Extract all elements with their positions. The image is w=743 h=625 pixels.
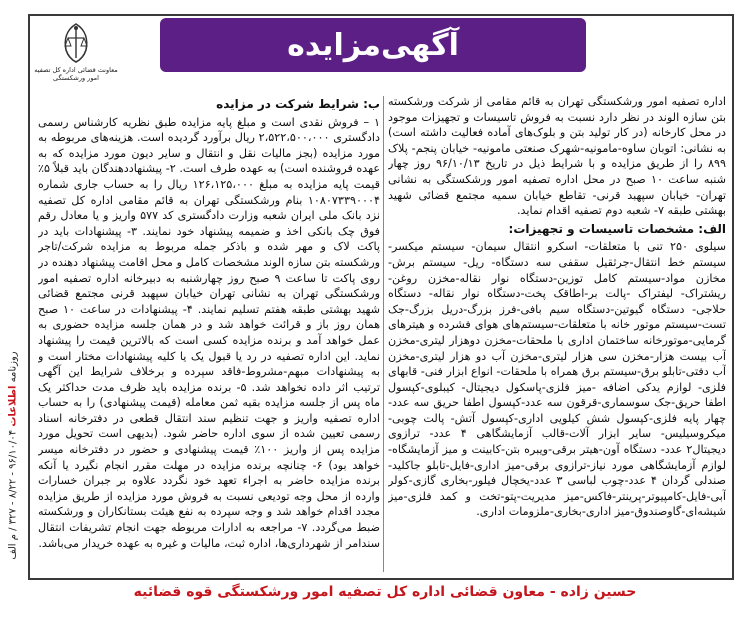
section-a-body: سیلوی ۲۵۰ تنی با متعلقات- اسکرو انتقال سیمان- سیستم میکسر-سیستم خط انتقال-جرثقیل سقفی سه دستگاه- ریل- سیستم برش-مخازن مواد-سیستم کامل توزین-دستگاه نوار نقاله-مخزن روغن-ریشتراک- لیفتراک -پالت بر-اطاقک پخت-دستگاه نوار نقاله- دستگاه حلاجی- دستگاه گیوتین-دستگاه سیم بافی-فرز بزرگ-دریل بزرگ-جک تست-سیستم موتور خانه با متعلقات-سیستم‌های هوای فشرده و هیترهای گرمایی-موتورخانه ساختمان اداری با ملحقات-مخزن دوهزار لیتری-مخزن آب بیست هزار-مخزن سی هزار لیتری-مخزن آب دو هزار لیتری-مخزن آب دفتی-تابلو برق-سیستم برق همراه با ملحقات- انواع ابزار فنی- قابهای فلزی- لوازم یدکی اضافه -میز فلزی-پاسکول دیجیتال- کیبلوی-کپسول اطفا حریق-جک سوسماری-قرقون سه عدد-کپسول اطفا حریق سه عدد- چهار پایه فلزی-کپسول شش کیلویی اداری-کپسول آتش- پالت چوبی-میکروسیلیس- سایر ابزار آلات-قالب آزمایشگاهی ۴ عدد- ترازوی دیجیتال۲ عدد- دستگاه آون-هیتر برقی-ویبره بتن-کابینت و میز آزمایشگاه-لوازم آزمایشگاهی مورد نیاز-ترازوی برقی-میز اداری-فایل-تابلو جاکلید-صندلی گردان ۴ عدد-چوب لباسی ۳ عدد-یخچال فیلور-بخاری گازی-کولر آبی-فایل-کامپیوتر-پرینتر-فاکس-میز مدیریت-پتو-تخت و کمد فلزی-میز شیشه‌ای-گاوصندوق-میز اداری-بخاری-ملزومات اداری. (388, 240, 726, 519)
section-b-body: ۱ – فروش نقدی است و مبلغ پایه مزایده طبق نظریه کارشناس رسمی دادگستری ۲،۵۲۲،۵۰۰،۰۰۰ ریال برآورد گردیده است. هزینه‌های مربوطه به مورد مزایده (بجز مالیات نقل و انتقال و سایر دیون مورد مزایده که به عهده فروشنده است) به عهده طرف است. ۲- پیشنهاددهندگان باید قبلاً ۵٪ قیمت پایه مزایده به مبلغ ۱۲۶،۱۲۵،۰۰۰ ریال را به حساب جاری شماره ۱۰۸۰۷۳۳۹۰۰۰۴ بنام ورشکستگی تهران به قائم مقامی اداره کل تصفیه نزد بانک ملی ایران شعبه وزارت دادگستری کد ۵۷۷ واریز و یا معادل رقم فوق چک بانکی اخذ و ضمیمه پیشنهاد خود نمایند. ۳- پیشنهادات باید در پاکت لاک و مهر شده و باذکر جمله مربوط به مزایده شرکت/تاجر ورشکسته بتن سازه الوند مشخصات کامل و محل اقامت پیشنهاد دهنده در روی پاکت تا ساعت ۹ صبح روز چهارشنبه به دبیرخانه اداره تصفیه امور ورشکستگی تهران به نشانی تهران خیابان سپهبد قرنی مجتمع قضائی شهید بهشتی طبقه هفتم تسلیم نمایند. ۴- پیشنهادات در ساعت ۱۰ صبح همان روز باز و قرائت خواهد شد و در همان جلسه مزایده حضوری به عمل خواهد آمد و برنده مزایده کسی است که بالاترین قیمت را پیشنهاد نماید. این اداره تصفیه در رد یا قبول یک یا کلیه پیشنهادات مختار است و به پیشنهادات مبهم-مشروط-فاقد سپرده و برخلاف شرایط این آگهی ترتیب اثر داده نخواهد شد. ۵- برنده مزایده باید ظرف مدت حداکثر یک ماه پس از جلسه مزایده بقیه ثمن معامله (قیمت پیشنهادی) را به حساب اداره تصفیه واریز و جهت تنظیم سند انتقال قطعی در دفترخانه اسناد رسمی تعیین شده از سوی اداره حاضر شود. (بدیهی است تحویل مورد مزایده پس از واریز ۱۰۰٪ قیمت پیشنهادی و حضور در دفترخانه میسر خواهد بود) ۶- چنانچه برنده مزایده در مهلت مقرر انجام نگیرد یا آنکه برنده مزایده حاضر به اجراء تعهد خود نگردد علاوه بر جبران خسارات وارده از محل وجه تودیعی نسبت به فروش مورد مزایده از طریق مزایده مجدد اقدام خواهد شد و وجه سپرده به نفع هیئت بستانکاران و ورشکسته ضبط می‌گردد. ۷- مراجعه به ادارات مربوطه جهت انجام تشریفات انتقال سندامر از شهرداری‌ها، اداره ثبت، مالیات و غیره به عهده خریدار می‌باشد. (38, 115, 380, 550)
column-divider (383, 96, 384, 572)
sidebar-newspaper: روزنامه (7, 350, 19, 382)
sidebar-reference: ۹۶/۱۰/۰۴ - ۸/۲۲ - ۳۲۷ / م الف (7, 429, 19, 560)
intro-paragraph: اداره تصفیه امور ورشکستگی تهران به قائم مقامی از شرکت ورشکسته بتن سازه الوند در نظر دارد نسبت به فروش تاسیسات و تجهیزات موجود در محل کارخانه (در کار تولید بتن و بلوک‌های آماده فعالیت داشته است) به نشانی: اتوبان ساوه-مامونیه-شهرک صنعتی مامونیه- خیابان پنجم- پلاک ۸۹۹ را از طریق مزایده و با شرایط ذیل در تاریخ ۹۶/۱۰/۱۳ روز چهار شنبه ساعت ۱۰ صبح در محل اداره تصفیه امور ورشکستگی به نشانی تهران- خیابان سپهبد قرنی- تقاطع خیابان سمیه مجتمع قضائی شهید بهشتی طبقه ۷- شعبه دوم تصفیه اقدام نماید. (388, 95, 726, 218)
judiciary-emblem-icon (56, 20, 96, 64)
section-a-heading: الف: مشخصات تاسیسات و تجهیزات: (508, 221, 726, 236)
sidebar-text (8, 351, 19, 559)
signature-line: حسین زاده - معاون قضائی اداره کل تصفیه امور ورشکستگی قوه قضائیه (133, 584, 637, 600)
notice-title-banner (160, 18, 586, 72)
sidebar-highlight: اطلاعات (7, 385, 19, 427)
section-b-heading: ب: شرایط شرکت در مزایده (216, 97, 380, 111)
right-column (388, 94, 726, 578)
newspaper-sidebar (2, 330, 24, 580)
notice-title: آگهی‌مزایده (287, 27, 459, 63)
left-column (38, 94, 380, 576)
emblem-caption: معاونت قضائی اداره کل تصفیه امور ورشکستگی (34, 66, 118, 82)
emblem-block (34, 20, 118, 94)
